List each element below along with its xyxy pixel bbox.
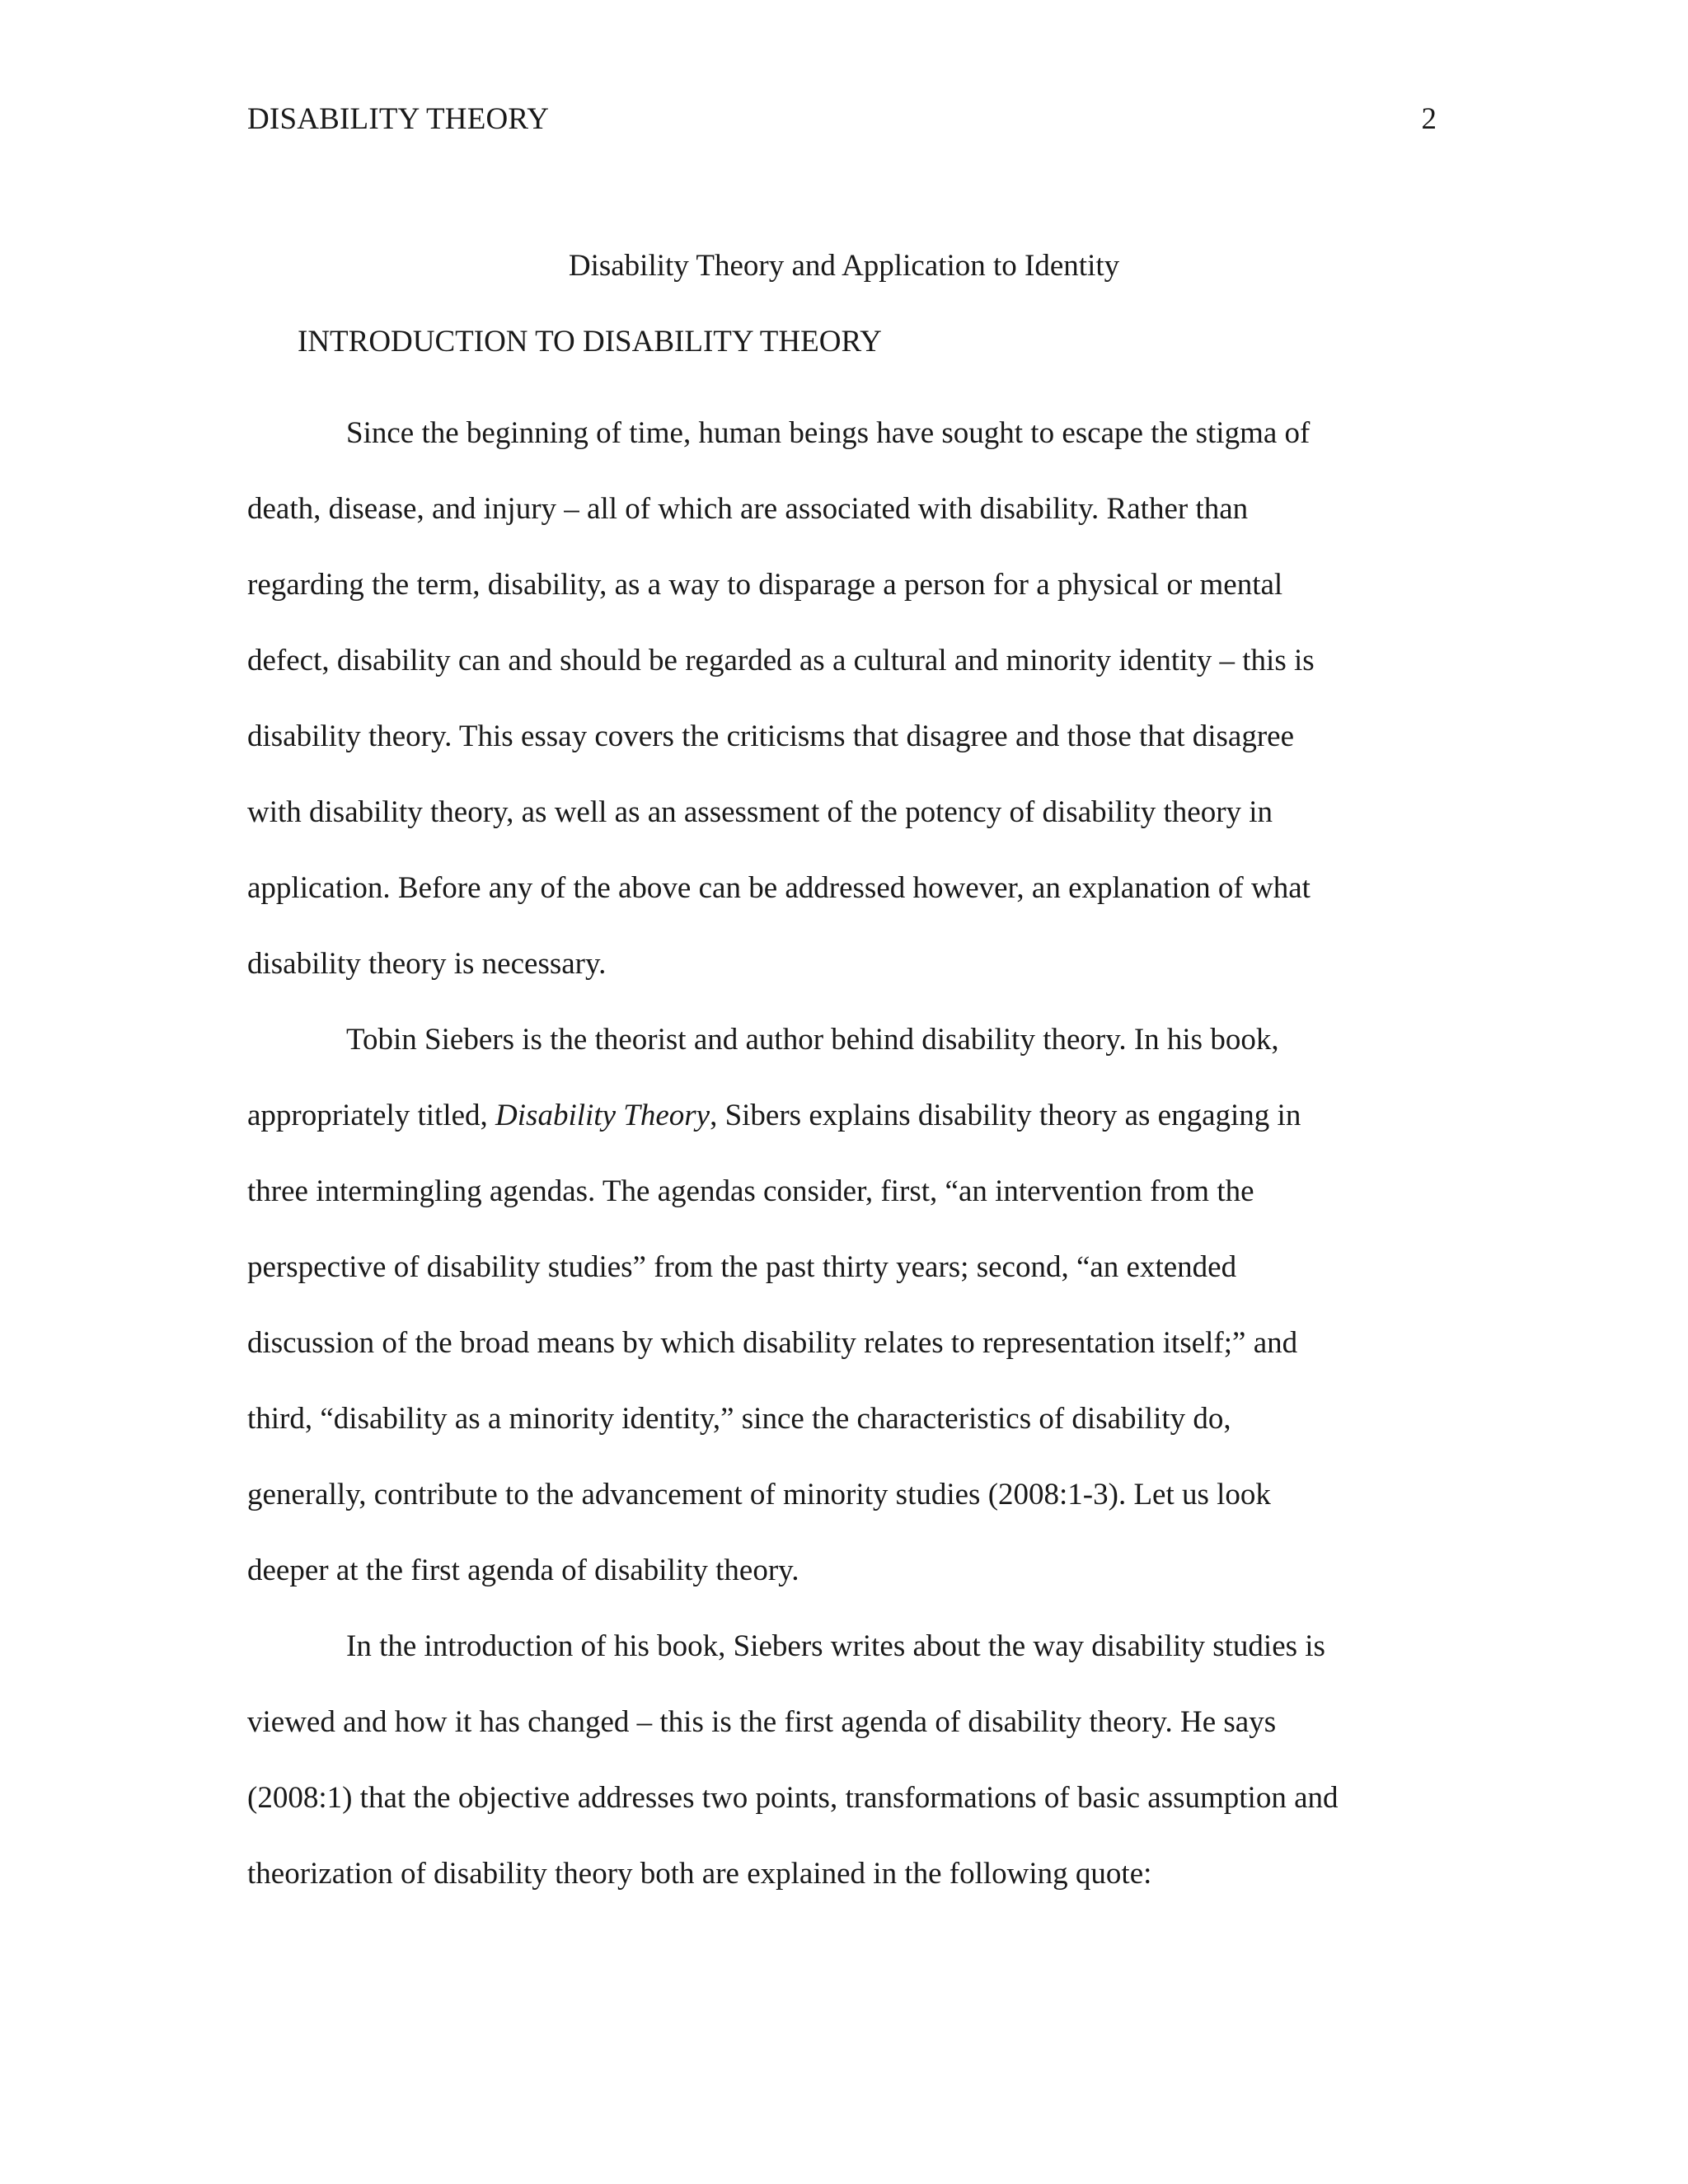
paragraph-line: regarding the term, disability, as a way to disparage a person for a physical or mental bbox=[247, 568, 1283, 602]
paragraph-line: Tobin Siebers is the theorist and author behind disability theory. In his book, bbox=[346, 1023, 1279, 1057]
line-text: appropriately titled, bbox=[247, 1099, 496, 1132]
paragraph-line: disability theory. This essay covers the criticisms that disagree and those that disagree bbox=[247, 719, 1294, 753]
paragraph-line: three intermingling agendas. The agendas consider, first, “an intervention from the bbox=[247, 1174, 1254, 1208]
paragraph-line: application. Before any of the above can be addressed however, an explanation of what bbox=[247, 871, 1311, 905]
body-text bbox=[247, 396, 1441, 1912]
paragraph-line: disability theory is necessary. bbox=[247, 947, 607, 981]
paragraph-line: death, disease, and injury – all of which are associated with disability. Rather than bbox=[247, 492, 1249, 526]
paragraph-line: with disability theory, as well as an assessment of the potency of disability theory in bbox=[247, 795, 1273, 829]
paragraph-line: discussion of the broad means by which disability relates to representation itself;” and bbox=[247, 1326, 1298, 1360]
paragraph-line: (2008:1) that the objective addresses two points, transformations of basic assumption and bbox=[247, 1781, 1339, 1815]
line-text: , Sibers explains disability theory as engaging in bbox=[710, 1099, 1301, 1132]
paragraph-line: viewed and how it has changed – this is the first agenda of disability theory. He says bbox=[247, 1705, 1277, 1739]
running-head: DISABILITY THEORY bbox=[247, 102, 550, 136]
paragraph-1 bbox=[247, 396, 1441, 1002]
paragraph-line: In the introduction of his book, Siebers writes about the way disability studies is bbox=[346, 1629, 1325, 1663]
book-title: Disability Theory bbox=[495, 1099, 710, 1132]
document-title: Disability Theory and Application to Identity bbox=[568, 249, 1120, 283]
paragraph-line: deeper at the first agenda of disability theory. bbox=[247, 1554, 799, 1587]
paragraph-line: generally, contribute to the advancement of minority studies (2008:1-3). Let us look bbox=[247, 1478, 1271, 1511]
paragraph-3 bbox=[247, 1609, 1441, 1912]
paragraph-2 bbox=[247, 1002, 1441, 1609]
paragraph-line: third, “disability as a minority identity,” since the characteristics of disability do, bbox=[247, 1402, 1231, 1436]
paragraph-line: Since the beginning of time, human beings have sought to escape the stigma of bbox=[346, 416, 1311, 450]
paragraph-line: perspective of disability studies” from the past thirty years; second, “an extended bbox=[247, 1250, 1237, 1284]
section-heading: INTRODUCTION TO DISABILITY THEORY bbox=[298, 325, 882, 359]
paragraph-line: defect, disability can and should be regarded as a cultural and minority identity – this is bbox=[247, 644, 1315, 677]
page-number: 2 bbox=[1421, 102, 1437, 136]
paragraph-line bbox=[247, 1078, 1441, 1154]
paragraph-line: theorization of disability theory both are explained in the following quote: bbox=[247, 1857, 1152, 1891]
